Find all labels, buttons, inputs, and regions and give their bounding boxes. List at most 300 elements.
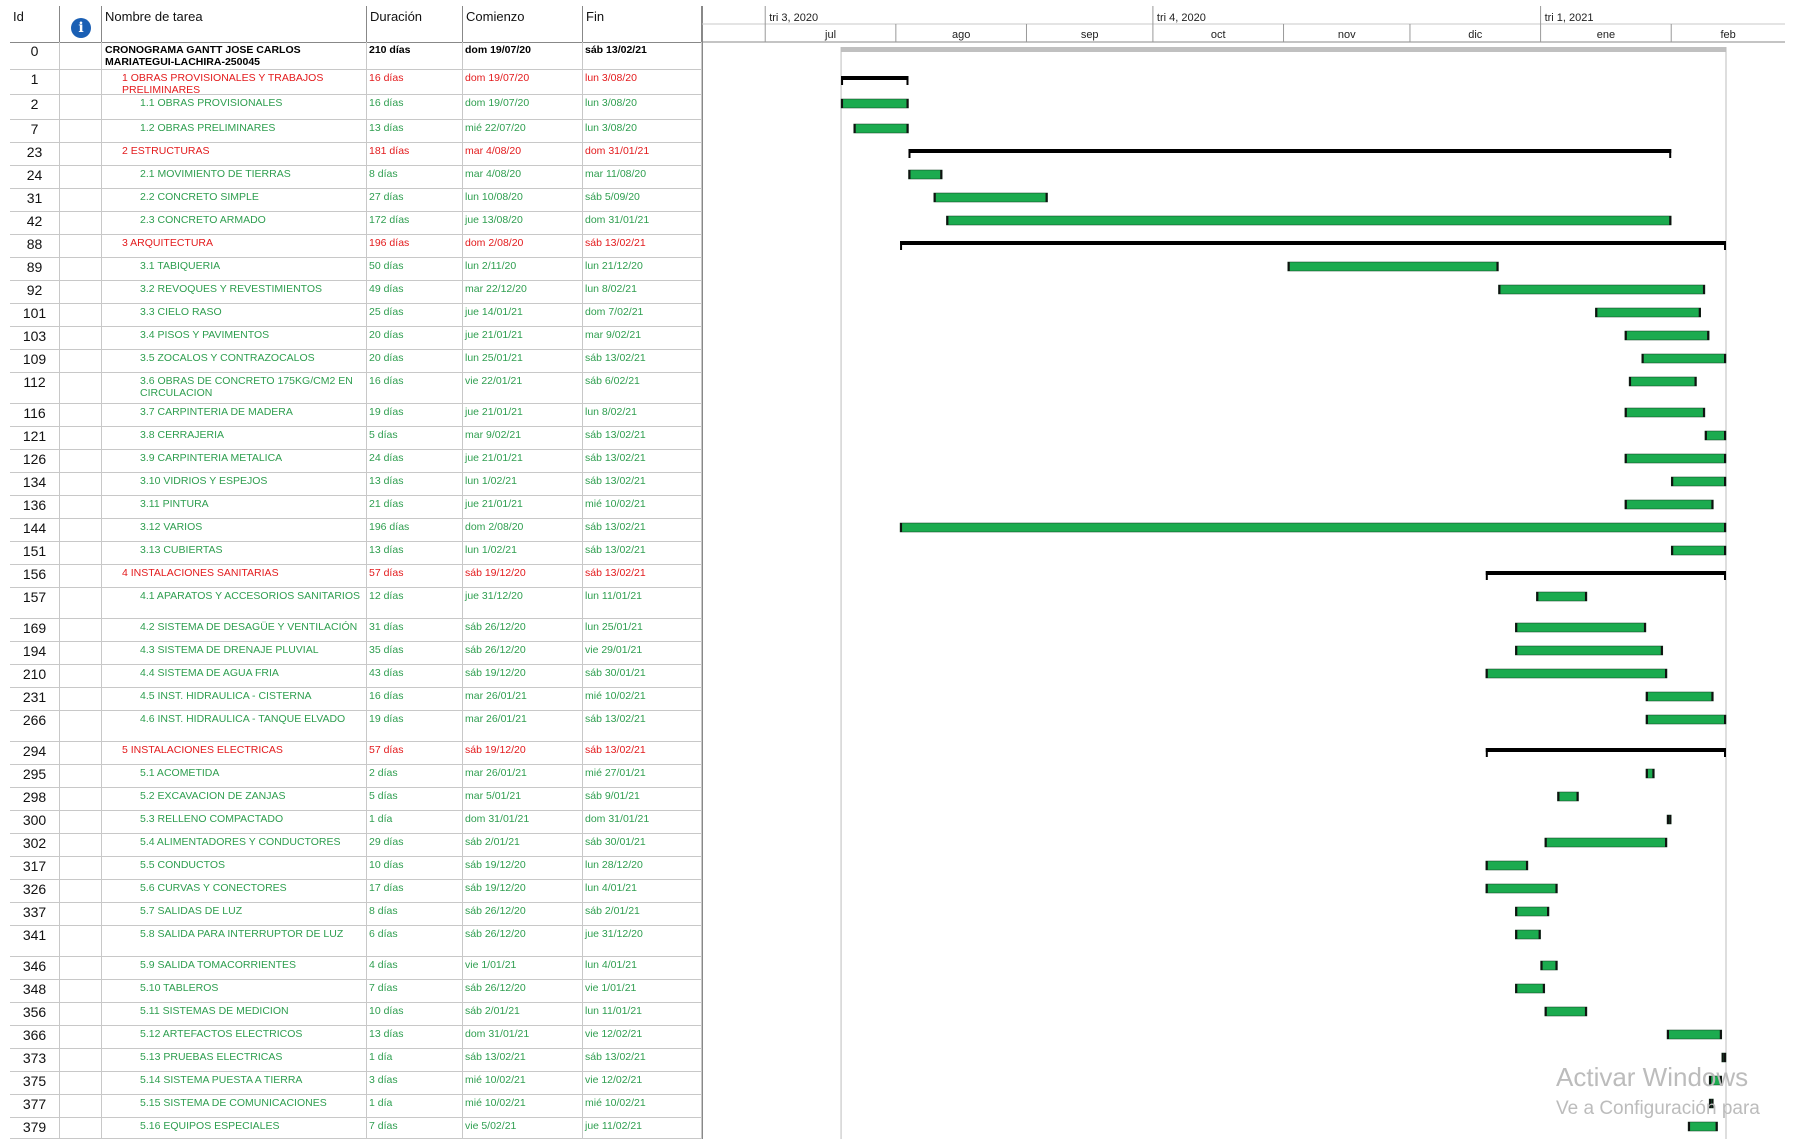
task-id: 7 bbox=[10, 120, 60, 142]
task-id: 42 bbox=[10, 212, 60, 234]
project-summary-bar bbox=[841, 47, 1726, 52]
task-bar-start-mark bbox=[1595, 308, 1597, 317]
task-indicators bbox=[60, 588, 102, 618]
table-row[interactable] bbox=[10, 212, 702, 235]
task-duration: 31 días bbox=[367, 619, 463, 641]
task-duration: 8 días bbox=[367, 903, 463, 925]
month-label: jul bbox=[825, 29, 837, 41]
task-end: jue 31/12/20 bbox=[583, 926, 702, 956]
task-bar bbox=[1671, 546, 1726, 555]
task-bar bbox=[1288, 262, 1499, 271]
task-id: 375 bbox=[10, 1072, 60, 1094]
task-duration: 1 día bbox=[367, 811, 463, 833]
task-bar bbox=[1536, 592, 1587, 601]
task-name: 5.7 SALIDAS DE LUZ bbox=[102, 903, 367, 925]
header-indicators[interactable] bbox=[60, 6, 102, 42]
task-start: jue 14/01/21 bbox=[463, 304, 583, 326]
task-start: jue 21/01/21 bbox=[463, 496, 583, 518]
task-bar-start-mark bbox=[908, 170, 910, 179]
task-duration: 19 días bbox=[367, 404, 463, 426]
task-bar bbox=[1541, 961, 1558, 970]
task-bar-start-mark bbox=[1515, 930, 1517, 939]
task-bar-end-mark bbox=[906, 99, 908, 108]
task-bar bbox=[1486, 884, 1558, 893]
task-id: 373 bbox=[10, 1049, 60, 1071]
task-end: sáb 30/01/21 bbox=[583, 834, 702, 856]
task-bar-end-mark bbox=[1669, 815, 1671, 824]
table-row[interactable] bbox=[10, 350, 702, 373]
task-indicators bbox=[60, 788, 102, 810]
header-name[interactable]: Nombre de tarea bbox=[102, 6, 367, 42]
task-name: 5.16 EQUIPOS ESPECIALES bbox=[102, 1118, 367, 1138]
table-row[interactable] bbox=[10, 619, 702, 642]
summary-bar-end-cap bbox=[1724, 748, 1726, 757]
task-indicators bbox=[60, 1072, 102, 1094]
task-indicators bbox=[60, 120, 102, 142]
table-row[interactable] bbox=[10, 665, 702, 688]
task-indicators bbox=[60, 404, 102, 426]
info-icon: i bbox=[71, 18, 91, 38]
task-start: jue 13/08/20 bbox=[463, 212, 583, 234]
summary-bar bbox=[1486, 571, 1726, 575]
task-duration: 20 días bbox=[367, 327, 463, 349]
table-row[interactable] bbox=[10, 588, 702, 619]
task-start: dom 31/01/21 bbox=[463, 1026, 583, 1048]
task-bar-end-mark bbox=[1665, 669, 1667, 678]
task-duration: 50 días bbox=[367, 258, 463, 280]
task-bar-start-mark bbox=[1671, 477, 1673, 486]
task-bar-end-mark bbox=[1547, 907, 1549, 916]
header-id[interactable]: Id bbox=[10, 6, 60, 42]
task-bar-start-mark bbox=[1486, 861, 1488, 870]
task-bar bbox=[841, 99, 908, 108]
task-id: 2 bbox=[10, 95, 60, 119]
task-id: 157 bbox=[10, 588, 60, 618]
task-duration: 49 días bbox=[367, 281, 463, 303]
task-id: 89 bbox=[10, 258, 60, 280]
table-row[interactable] bbox=[10, 957, 702, 980]
month-label: nov bbox=[1337, 29, 1356, 41]
task-bar bbox=[1705, 431, 1726, 440]
task-start: dom 2/08/20 bbox=[463, 519, 583, 541]
task-start: vie 1/01/21 bbox=[463, 957, 583, 979]
task-bar bbox=[1625, 331, 1709, 340]
task-id: 366 bbox=[10, 1026, 60, 1048]
task-name: 3.12 VARIOS bbox=[102, 519, 367, 541]
summary-bar-start-cap bbox=[1486, 748, 1488, 757]
table-row[interactable] bbox=[10, 473, 702, 496]
task-indicators bbox=[60, 166, 102, 188]
task-end: sáb 13/02/21 bbox=[583, 235, 702, 257]
summary-bar-start-cap bbox=[900, 241, 902, 250]
task-start: mar 26/01/21 bbox=[463, 688, 583, 710]
task-duration: 196 días bbox=[367, 235, 463, 257]
table-row[interactable] bbox=[10, 427, 702, 450]
task-duration: 196 días bbox=[367, 519, 463, 541]
quarter-label: tri 3, 2020 bbox=[769, 12, 819, 24]
task-bar-start-mark bbox=[841, 99, 843, 108]
summary-bar bbox=[900, 241, 1726, 245]
task-indicators bbox=[60, 143, 102, 165]
month-label: ago bbox=[951, 29, 971, 41]
task-id: 317 bbox=[10, 857, 60, 879]
task-id: 101 bbox=[10, 304, 60, 326]
task-start: sáb 2/01/21 bbox=[463, 834, 583, 856]
table-row[interactable] bbox=[10, 42, 702, 70]
task-bar-end-mark bbox=[1661, 646, 1663, 655]
task-end: sáb 13/02/21 bbox=[583, 473, 702, 495]
task-indicators bbox=[60, 903, 102, 925]
task-indicators bbox=[60, 619, 102, 641]
task-bar bbox=[1671, 477, 1726, 486]
header-end[interactable]: Fin bbox=[583, 6, 702, 42]
task-duration: 20 días bbox=[367, 350, 463, 372]
summary-bar bbox=[841, 76, 908, 80]
task-bar bbox=[1557, 792, 1578, 801]
task-bar-start-mark bbox=[1515, 984, 1517, 993]
task-indicators bbox=[60, 957, 102, 979]
table-row[interactable] bbox=[10, 304, 702, 327]
task-bar-end-mark bbox=[1716, 1122, 1718, 1131]
task-end: sáb 13/02/21 bbox=[583, 565, 702, 587]
task-bar-end-mark bbox=[1707, 331, 1709, 340]
task-bar bbox=[1545, 1007, 1587, 1016]
task-bar-end-mark bbox=[1539, 930, 1541, 939]
task-name: 3.8 CERRAJERIA bbox=[102, 427, 367, 449]
task-name: 3.5 ZOCALOS Y CONTRAZOCALOS bbox=[102, 350, 367, 372]
task-bar bbox=[1515, 984, 1544, 993]
task-bar bbox=[1646, 692, 1713, 701]
task-end: dom 31/01/21 bbox=[583, 212, 702, 234]
table-row[interactable] bbox=[10, 565, 702, 588]
task-start: mar 4/08/20 bbox=[463, 143, 583, 165]
table-row[interactable] bbox=[10, 788, 702, 811]
month-label: ene bbox=[1596, 29, 1616, 41]
task-duration: 2 días bbox=[367, 765, 463, 787]
task-end: sáb 13/02/21 bbox=[583, 542, 702, 564]
task-duration: 16 días bbox=[367, 373, 463, 403]
task-start: mié 10/02/21 bbox=[463, 1095, 583, 1117]
task-name: 5.11 SISTEMAS DE MEDICION bbox=[102, 1003, 367, 1025]
table-row[interactable] bbox=[10, 235, 702, 258]
task-start: sáb 19/12/20 bbox=[463, 565, 583, 587]
table-row[interactable] bbox=[10, 450, 702, 473]
task-end: sáb 9/01/21 bbox=[583, 788, 702, 810]
task-bar-start-mark bbox=[1545, 838, 1547, 847]
header-start[interactable]: Comienzo bbox=[463, 6, 583, 42]
task-indicators bbox=[60, 450, 102, 472]
task-bar-end-mark bbox=[1724, 454, 1726, 463]
task-bar-end-mark bbox=[1526, 861, 1528, 870]
task-end: sáb 13/02/21 bbox=[583, 742, 702, 764]
task-indicators bbox=[60, 880, 102, 902]
task-bar-start-mark bbox=[1486, 884, 1488, 893]
table-row[interactable] bbox=[10, 834, 702, 857]
table-row[interactable] bbox=[10, 70, 702, 95]
task-bar-end-mark bbox=[1665, 838, 1667, 847]
table-row[interactable] bbox=[10, 1026, 702, 1049]
task-indicators bbox=[60, 42, 102, 69]
task-name: 5.12 ARTEFACTOS ELECTRICOS bbox=[102, 1026, 367, 1048]
task-name: 3.9 CARPINTERIA METALICA bbox=[102, 450, 367, 472]
task-end: mié 10/02/21 bbox=[583, 496, 702, 518]
task-id: 112 bbox=[10, 373, 60, 403]
task-name: 4.5 INST. HIDRAULICA - CISTERNA bbox=[102, 688, 367, 710]
task-bar-end-mark bbox=[1724, 431, 1726, 440]
task-indicators bbox=[60, 235, 102, 257]
task-name: 5.8 SALIDA PARA INTERRUPTOR DE LUZ bbox=[102, 926, 367, 956]
table-row[interactable] bbox=[10, 857, 702, 880]
task-duration: 13 días bbox=[367, 542, 463, 564]
task-bar-start-mark bbox=[1515, 646, 1517, 655]
task-name: 5.6 CURVAS Y CONECTORES bbox=[102, 880, 367, 902]
task-duration: 16 días bbox=[367, 70, 463, 94]
task-duration: 8 días bbox=[367, 166, 463, 188]
task-name: 1.1 OBRAS PROVISIONALES bbox=[102, 95, 367, 119]
summary-bar-end-cap bbox=[906, 76, 908, 85]
task-indicators bbox=[60, 189, 102, 211]
task-id: 231 bbox=[10, 688, 60, 710]
task-bar-end-mark bbox=[1720, 1030, 1722, 1039]
table-row[interactable] bbox=[10, 742, 702, 765]
task-id: 31 bbox=[10, 189, 60, 211]
task-bar-end-mark bbox=[1711, 500, 1713, 509]
task-end: lun 21/12/20 bbox=[583, 258, 702, 280]
task-name: CRONOGRAMA GANTT JOSE CARLOS MARIATEGUI-LACHIRA-250045 bbox=[102, 42, 367, 69]
gantt-view bbox=[10, 6, 1785, 1139]
task-start: dom 31/01/21 bbox=[463, 811, 583, 833]
task-start: lun 25/01/21 bbox=[463, 350, 583, 372]
table-row[interactable] bbox=[10, 327, 702, 350]
task-indicators bbox=[60, 742, 102, 764]
task-duration: 17 días bbox=[367, 880, 463, 902]
task-bar-start-mark bbox=[1688, 1122, 1690, 1131]
task-bar-start-mark bbox=[946, 216, 948, 225]
table-row[interactable] bbox=[10, 903, 702, 926]
task-indicators bbox=[60, 665, 102, 687]
task-indicators bbox=[60, 1095, 102, 1117]
task-duration: 13 días bbox=[367, 473, 463, 495]
task-name: 5 INSTALACIONES ELECTRICAS bbox=[102, 742, 367, 764]
task-indicators bbox=[60, 95, 102, 119]
table-row[interactable] bbox=[10, 711, 702, 742]
task-bar bbox=[1486, 669, 1667, 678]
task-name: 4.6 INST. HIDRAULICA - TANQUE ELVADO bbox=[102, 711, 367, 741]
task-start: sáb 26/12/20 bbox=[463, 903, 583, 925]
task-indicators bbox=[60, 688, 102, 710]
table-row[interactable] bbox=[10, 880, 702, 903]
task-indicators bbox=[60, 327, 102, 349]
task-indicators bbox=[60, 212, 102, 234]
task-end: lun 3/08/20 bbox=[583, 120, 702, 142]
table-row[interactable] bbox=[10, 95, 702, 120]
task-end: mié 27/01/21 bbox=[583, 765, 702, 787]
task-bar-start-mark bbox=[1625, 331, 1627, 340]
task-bar-end-mark bbox=[1724, 715, 1726, 724]
task-duration: 210 días bbox=[367, 42, 463, 69]
table-row[interactable] bbox=[10, 1095, 702, 1118]
task-start: mar 22/12/20 bbox=[463, 281, 583, 303]
table-row[interactable] bbox=[10, 688, 702, 711]
task-end: dom 31/01/21 bbox=[583, 811, 702, 833]
task-name: 3.11 PINTURA bbox=[102, 496, 367, 518]
task-bar-end-mark bbox=[1652, 769, 1654, 778]
month-label: dic bbox=[1468, 29, 1483, 41]
task-end: mié 10/02/21 bbox=[583, 688, 702, 710]
task-bar-start-mark bbox=[1536, 592, 1538, 601]
task-name: 2.1 MOVIMIENTO DE TIERRAS bbox=[102, 166, 367, 188]
task-name: 3.13 CUBIERTAS bbox=[102, 542, 367, 564]
task-id: 88 bbox=[10, 235, 60, 257]
task-start: sáb 19/12/20 bbox=[463, 857, 583, 879]
task-end: jue 11/02/21 bbox=[583, 1118, 702, 1138]
task-bar bbox=[946, 216, 1671, 225]
task-bar-end-mark bbox=[1046, 193, 1048, 202]
task-bar-end-mark bbox=[1669, 216, 1671, 225]
watermark-line1: Activar Windows bbox=[1556, 1062, 1749, 1092]
task-bar-end-mark bbox=[1695, 377, 1697, 386]
summary-bar-start-cap bbox=[1486, 571, 1488, 580]
task-start: mié 22/07/20 bbox=[463, 120, 583, 142]
summary-bar-end-cap bbox=[1724, 571, 1726, 580]
task-indicators bbox=[60, 496, 102, 518]
table-row[interactable] bbox=[10, 765, 702, 788]
task-start: mié 10/02/21 bbox=[463, 1072, 583, 1094]
task-indicators bbox=[60, 765, 102, 787]
task-end: sáb 13/02/21 bbox=[583, 427, 702, 449]
task-bar bbox=[1646, 715, 1726, 724]
table-row[interactable] bbox=[10, 1072, 702, 1095]
task-id: 346 bbox=[10, 957, 60, 979]
task-name: 4.1 APARATOS Y ACCESORIOS SANITARIOS bbox=[102, 588, 367, 618]
table-row[interactable] bbox=[10, 542, 702, 565]
task-id: 136 bbox=[10, 496, 60, 518]
task-duration: 21 días bbox=[367, 496, 463, 518]
task-start: sáb 26/12/20 bbox=[463, 980, 583, 1002]
task-bar-end-mark bbox=[1585, 592, 1587, 601]
task-name: 1.2 OBRAS PRELIMINARES bbox=[102, 120, 367, 142]
task-id: 377 bbox=[10, 1095, 60, 1117]
table-row[interactable] bbox=[10, 281, 702, 304]
task-id: 341 bbox=[10, 926, 60, 956]
task-name: 5.14 SISTEMA PUESTA A TIERRA bbox=[102, 1072, 367, 1094]
task-start: jue 31/12/20 bbox=[463, 588, 583, 618]
task-name: 5.10 TABLEROS bbox=[102, 980, 367, 1002]
task-end: lun 11/01/21 bbox=[583, 588, 702, 618]
task-name: 3.7 CARPINTERIA DE MADERA bbox=[102, 404, 367, 426]
task-bar bbox=[1498, 285, 1704, 294]
header-duration[interactable]: Duración bbox=[367, 6, 463, 42]
task-end: sáb 13/02/21 bbox=[583, 1049, 702, 1071]
task-id: 126 bbox=[10, 450, 60, 472]
task-id: 356 bbox=[10, 1003, 60, 1025]
table-row[interactable] bbox=[10, 404, 702, 427]
task-duration: 24 días bbox=[367, 450, 463, 472]
table-row[interactable] bbox=[10, 811, 702, 834]
task-end: lun 11/01/21 bbox=[583, 1003, 702, 1025]
task-bar bbox=[1625, 454, 1726, 463]
task-duration: 35 días bbox=[367, 642, 463, 664]
task-name: 4.2 SISTEMA DE DESAGÜE Y VENTILACIÓN bbox=[102, 619, 367, 641]
task-bar bbox=[900, 523, 1726, 532]
summary-bar-end-cap bbox=[1669, 149, 1671, 158]
task-bar-end-mark bbox=[906, 124, 908, 133]
task-name: 2.3 CONCRETO ARMADO bbox=[102, 212, 367, 234]
task-duration: 13 días bbox=[367, 1026, 463, 1048]
task-bar-start-mark bbox=[934, 193, 936, 202]
task-end: vie 12/02/21 bbox=[583, 1026, 702, 1048]
task-indicators bbox=[60, 1003, 102, 1025]
task-start: lun 1/02/21 bbox=[463, 473, 583, 495]
task-name: 1 OBRAS PROVISIONALES Y TRABAJOS PRELIMINARES bbox=[102, 70, 367, 94]
quarter-label: tri 4, 2020 bbox=[1156, 12, 1206, 24]
task-end: lun 28/12/20 bbox=[583, 857, 702, 879]
task-end: lun 25/01/21 bbox=[583, 619, 702, 641]
table-row[interactable] bbox=[10, 926, 702, 957]
table-row[interactable] bbox=[10, 1049, 702, 1072]
table-row[interactable] bbox=[10, 1003, 702, 1026]
task-end: sáb 6/02/21 bbox=[583, 373, 702, 403]
table-row[interactable] bbox=[10, 258, 702, 281]
task-bar-end-mark bbox=[1585, 1007, 1587, 1016]
watermark-line2: Ve a Configuración para bbox=[1556, 1098, 1760, 1119]
task-duration: 27 días bbox=[367, 189, 463, 211]
task-start: sáb 26/12/20 bbox=[463, 926, 583, 956]
table-row[interactable] bbox=[10, 143, 702, 166]
table-row[interactable] bbox=[10, 189, 702, 212]
task-bar bbox=[1629, 377, 1696, 386]
task-id: 266 bbox=[10, 711, 60, 741]
task-indicators bbox=[60, 373, 102, 403]
task-id: 326 bbox=[10, 880, 60, 902]
task-duration: 57 días bbox=[367, 565, 463, 587]
task-id: 302 bbox=[10, 834, 60, 856]
task-start: sáb 26/12/20 bbox=[463, 642, 583, 664]
task-bar-start-mark bbox=[1486, 669, 1488, 678]
task-duration: 5 días bbox=[367, 788, 463, 810]
summary-bar bbox=[1486, 748, 1726, 752]
task-id: 379 bbox=[10, 1118, 60, 1138]
task-bar-start-mark bbox=[1625, 408, 1627, 417]
task-name: 5.13 PRUEBAS ELECTRICAS bbox=[102, 1049, 367, 1071]
table-row[interactable] bbox=[10, 120, 702, 143]
task-duration: 29 días bbox=[367, 834, 463, 856]
task-bar-end-mark bbox=[1543, 984, 1545, 993]
table-row[interactable] bbox=[10, 519, 702, 542]
task-bar-start-mark bbox=[1625, 500, 1627, 509]
task-duration: 12 días bbox=[367, 588, 463, 618]
task-start: mar 26/01/21 bbox=[463, 711, 583, 741]
task-indicators bbox=[60, 711, 102, 741]
task-name: 3.4 PISOS Y PAVIMENTOS bbox=[102, 327, 367, 349]
task-duration: 16 días bbox=[367, 95, 463, 119]
table-row[interactable] bbox=[10, 642, 702, 665]
task-duration: 3 días bbox=[367, 1072, 463, 1094]
task-bar bbox=[1667, 1030, 1722, 1039]
task-bar-end-mark bbox=[1555, 961, 1557, 970]
table-row[interactable] bbox=[10, 1118, 702, 1139]
table-row[interactable] bbox=[10, 166, 702, 189]
task-name: 5.1 ACOMETIDA bbox=[102, 765, 367, 787]
task-name: 4.4 SISTEMA DE AGUA FRIA bbox=[102, 665, 367, 687]
table-row[interactable] bbox=[10, 496, 702, 519]
table-row[interactable] bbox=[10, 980, 702, 1003]
task-bar-start-mark bbox=[1646, 692, 1648, 701]
quarter-label: tri 1, 2021 bbox=[1544, 12, 1594, 24]
table-row[interactable] bbox=[10, 373, 702, 404]
task-indicators bbox=[60, 980, 102, 1002]
task-bar bbox=[1642, 354, 1726, 363]
